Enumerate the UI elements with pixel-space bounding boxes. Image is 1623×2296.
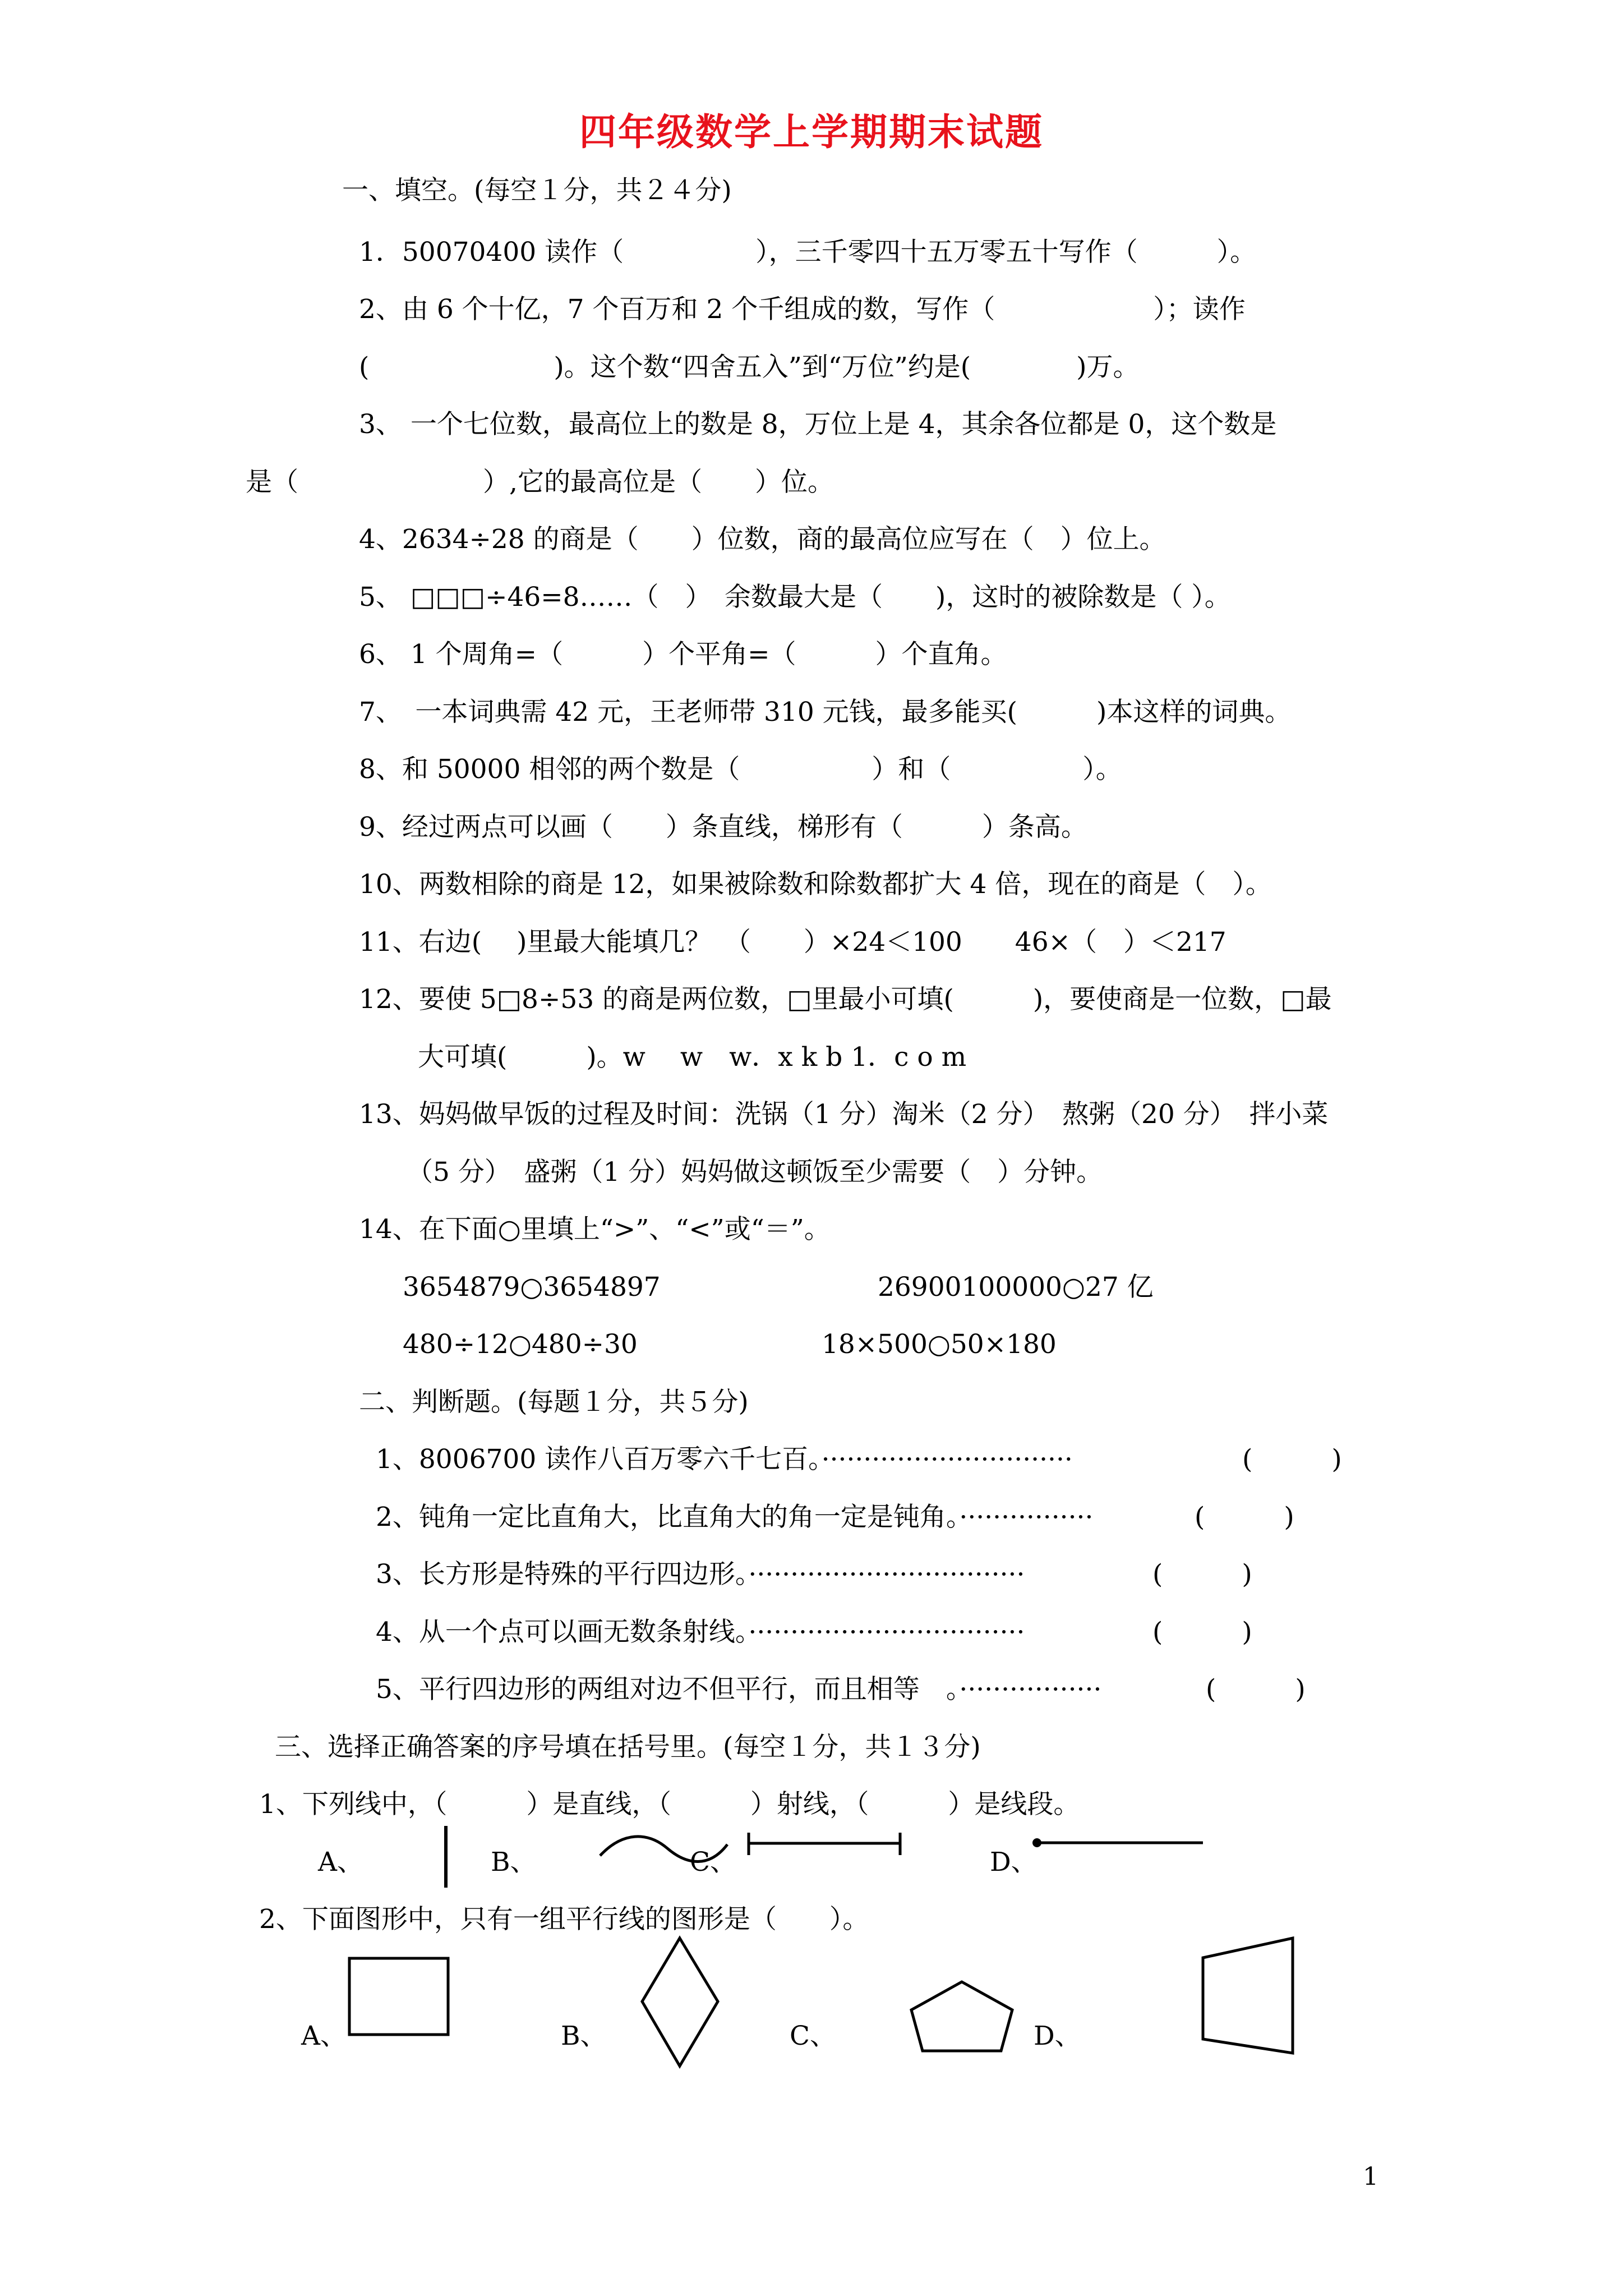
- page-number: 1: [1363, 2162, 1378, 2191]
- judge-item: 4、从一个点可以画无数条射线。·································: [376, 1617, 1025, 1648]
- question-line: 1、下列线中，（ ）是直线，（ ）射线，（ ）是线段。: [259, 1789, 1080, 1820]
- compare-item: 480÷12○480÷30: [403, 1329, 638, 1360]
- question-line: 4、2634÷28 的商是（ ）位数，商的最高位应写在（ ）位上。: [359, 524, 1166, 555]
- question-line: 10、两数相除的商是 12，如果被除数和除数都扩大 4 倍，现在的商是（ ）。: [359, 869, 1272, 900]
- question-line: （5 分） 盛粥（1 分）妈妈做这顿饭至少需要（ ）分钟。: [407, 1157, 1103, 1188]
- ray-figure: [1029, 1832, 1209, 1854]
- compare-item: 3654879○3654897: [403, 1272, 661, 1303]
- section-2-heading: 二、判断题。(每题１分，共５分): [359, 1387, 749, 1418]
- judge-paren: ( ): [1152, 1559, 1252, 1590]
- question-line: 6、 1 个周角=（ ）个平角=（ ）个直角。: [359, 639, 1007, 670]
- option-label: D、: [990, 1847, 1038, 1878]
- question-line: 2、下面图形中，只有一组平行线的图形是（ ）。: [259, 1904, 869, 1935]
- question-line: 大可填( )。w w w．x k b 1．c o m: [418, 1042, 967, 1073]
- question-line: ( )。这个数“四舍五入”到“万位”约是( )万。: [359, 352, 1140, 383]
- question-line: 7、 一本词典需 42 元，王老师带 310 元钱，最多能买( )本这样的词典。: [359, 697, 1292, 728]
- pentagon-figure: [909, 1979, 1015, 2055]
- section-3-heading: 三、选择正确答案的序号填在括号里。(每空１分，共１３分): [275, 1732, 981, 1763]
- option-label: A、: [301, 2021, 347, 2051]
- judge-paren: ( ): [1152, 1617, 1252, 1648]
- judge-item: 5、平行四边形的两组对边不但平行，而且相等 。·················: [376, 1674, 1102, 1705]
- question-line: 12、要使 5□8÷53 的商是两位数，□里最小可填( )，要使商是一位数，□最: [359, 984, 1332, 1015]
- option-label: C、: [790, 2021, 836, 2051]
- option-label: D、: [1034, 2021, 1081, 2051]
- question-line: 5、 □□□÷46=8……（ ） 余数最大是（ )，这时的被除数是（ ）。: [359, 582, 1231, 613]
- option-label: C、: [690, 1847, 736, 1878]
- page-title: 四年级数学上学期期末试题: [579, 110, 1044, 154]
- judge-paren: ( ): [1195, 1502, 1294, 1533]
- question-line: 3、 一个七位数，最高位上的数是 8，万位上是 4，其余各位都是 0，这个数是: [359, 409, 1277, 440]
- question-line: 8、和 50000 相邻的两个数是（ ）和（ ）。: [359, 754, 1122, 785]
- compare-item: 26900100000○27 亿: [878, 1272, 1154, 1303]
- question-line: 2、由 6 个十亿，7 个百万和 2 个千组成的数，写作（ ）；读作: [359, 294, 1246, 325]
- section-1-heading: 一、填空。(每空１分，共２４分): [342, 175, 732, 206]
- judge-item: 2、钝角一定比直角大，比直角大的角一定是钝角。················: [376, 1502, 1094, 1533]
- judge-item: 3、长方形是特殊的平行四边形。·································: [376, 1559, 1025, 1590]
- option-label: A、: [318, 1847, 363, 1878]
- option-label: B、: [491, 1847, 537, 1878]
- judge-paren: ( ): [1242, 1444, 1342, 1475]
- rhombus-figure: [639, 1935, 721, 2070]
- curve-line-figure: [597, 1829, 732, 1874]
- question-line: 11、右边( )里最大能填几？ （ ）×24＜100 46×（ ）＜217: [359, 927, 1227, 958]
- option-label: B、: [561, 2021, 607, 2051]
- question-line: 9、经过两点可以画（ ）条直线，梯形有（ ）条高。: [359, 812, 1087, 843]
- judge-item: 1、8006700 读作八百万零六千七百。······························: [376, 1444, 1073, 1475]
- question-line: 1．50070400 读作（ ），三千零四十五万零五十写作（ ）。: [359, 237, 1257, 268]
- question-line: 是（ ）,它的最高位是（ ）位。: [246, 467, 834, 498]
- judge-paren: ( ): [1206, 1674, 1306, 1705]
- segment-with-ends-figure: [746, 1830, 909, 1858]
- compare-item: 18×500○50×180: [822, 1329, 1057, 1360]
- trapezoid-figure: [1200, 1935, 1298, 2056]
- rectangle-figure: [348, 1957, 451, 2038]
- question-line: 14、在下面○里填上“>”、“<”或“＝”。: [359, 1214, 831, 1245]
- question-line: 13、妈妈做早饭的过程及时间：洗锅（1 分）淘米（2 分） 熬粥（20 分） 拌小菜: [359, 1099, 1329, 1130]
- vertical-segment-figure: [437, 1826, 454, 1893]
